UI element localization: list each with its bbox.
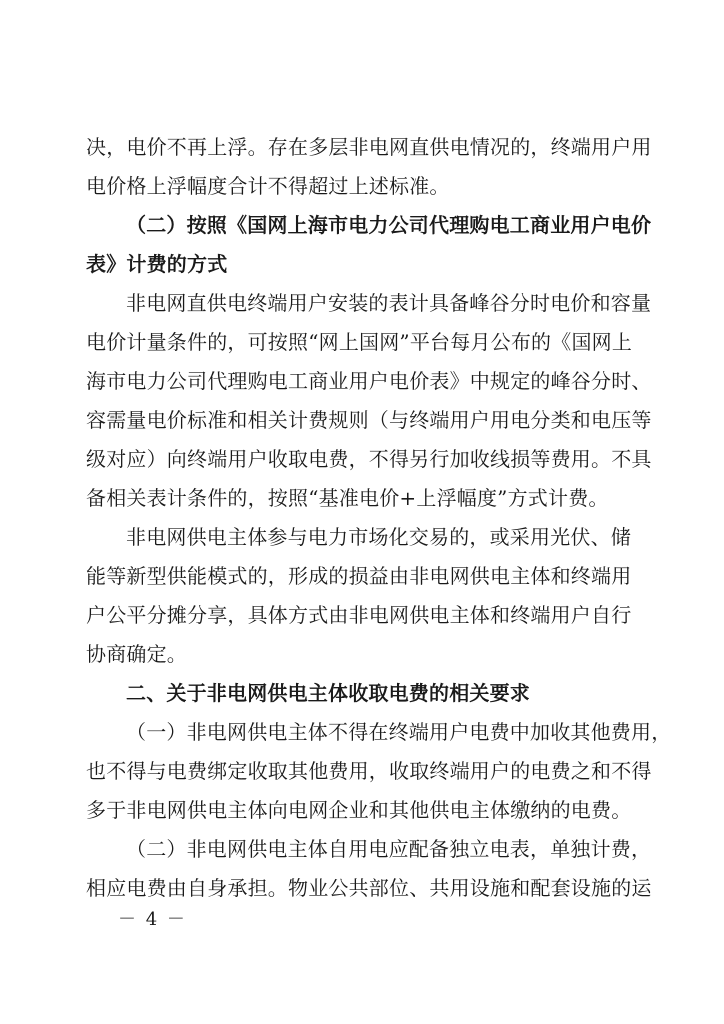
paragraph-line: 相应电费由自身承担。物业公共部位、共用设施和配套设施的运 [86,876,652,900]
paragraph-line: 协商确定。 [86,642,187,666]
paragraph-line: 能等新型供能模式的，形成的损益由非电网供电主体和终端用 [86,564,632,588]
paragraph-line: 电价计量条件的，可按照“网上国网”平台每月公布的《国网上 [86,330,633,354]
section-heading: 二、关于非电网供电主体收取电费的相关要求 [126,681,530,705]
paragraph-line: 容需量电价标准和相关计费规则（与终端用户用电分类和电压等 [86,408,652,432]
paragraph-line: （一）非电网供电主体不得在终端用户电费中加收其他费用， [126,720,672,744]
paragraph-line: 级对应）向终端用户收取电费，不得另行加收线损等费用。不具 [86,447,652,471]
subsection-heading: 表》计费的方式 [86,252,228,276]
paragraph-line: 非电网直供电终端用户安装的表计具备峰谷分时电价和容量 [126,291,652,315]
paragraph-line: 电价格上浮幅度合计不得超过上述标准。 [86,174,450,198]
paragraph-line: 非电网供电主体参与电力市场化交易的，或采用光伏、储 [126,525,631,549]
paragraph-line: 多于非电网供电主体向电网企业和其他供电主体缴纳的电费。 [86,798,632,822]
subsection-heading: （二）按照《国网上海市电力公司代理购电工商业用户电价 [126,213,652,237]
page-number: － 4 － [118,909,187,930]
paragraph-line: 海市电力公司代理购电工商业用户电价表》中规定的峰谷分时、 [86,369,652,393]
paragraph-line: 备相关表计条件的，按照“基准电价+上浮幅度”方式计费。 [86,486,609,510]
paragraph-line: （二）非电网供电主体自用电应配备独立电表，单独计费， [126,837,652,861]
paragraph-line: 也不得与电费绑定收取其他费用，收取终端用户的电费之和不得 [86,759,652,783]
paragraph-line: 户公平分摊分享，具体方式由非电网供电主体和终端用户自行 [86,603,632,627]
paragraph-line: 决，电价不再上浮。存在多层非电网直供电情况的，终端用户用 [86,135,652,159]
